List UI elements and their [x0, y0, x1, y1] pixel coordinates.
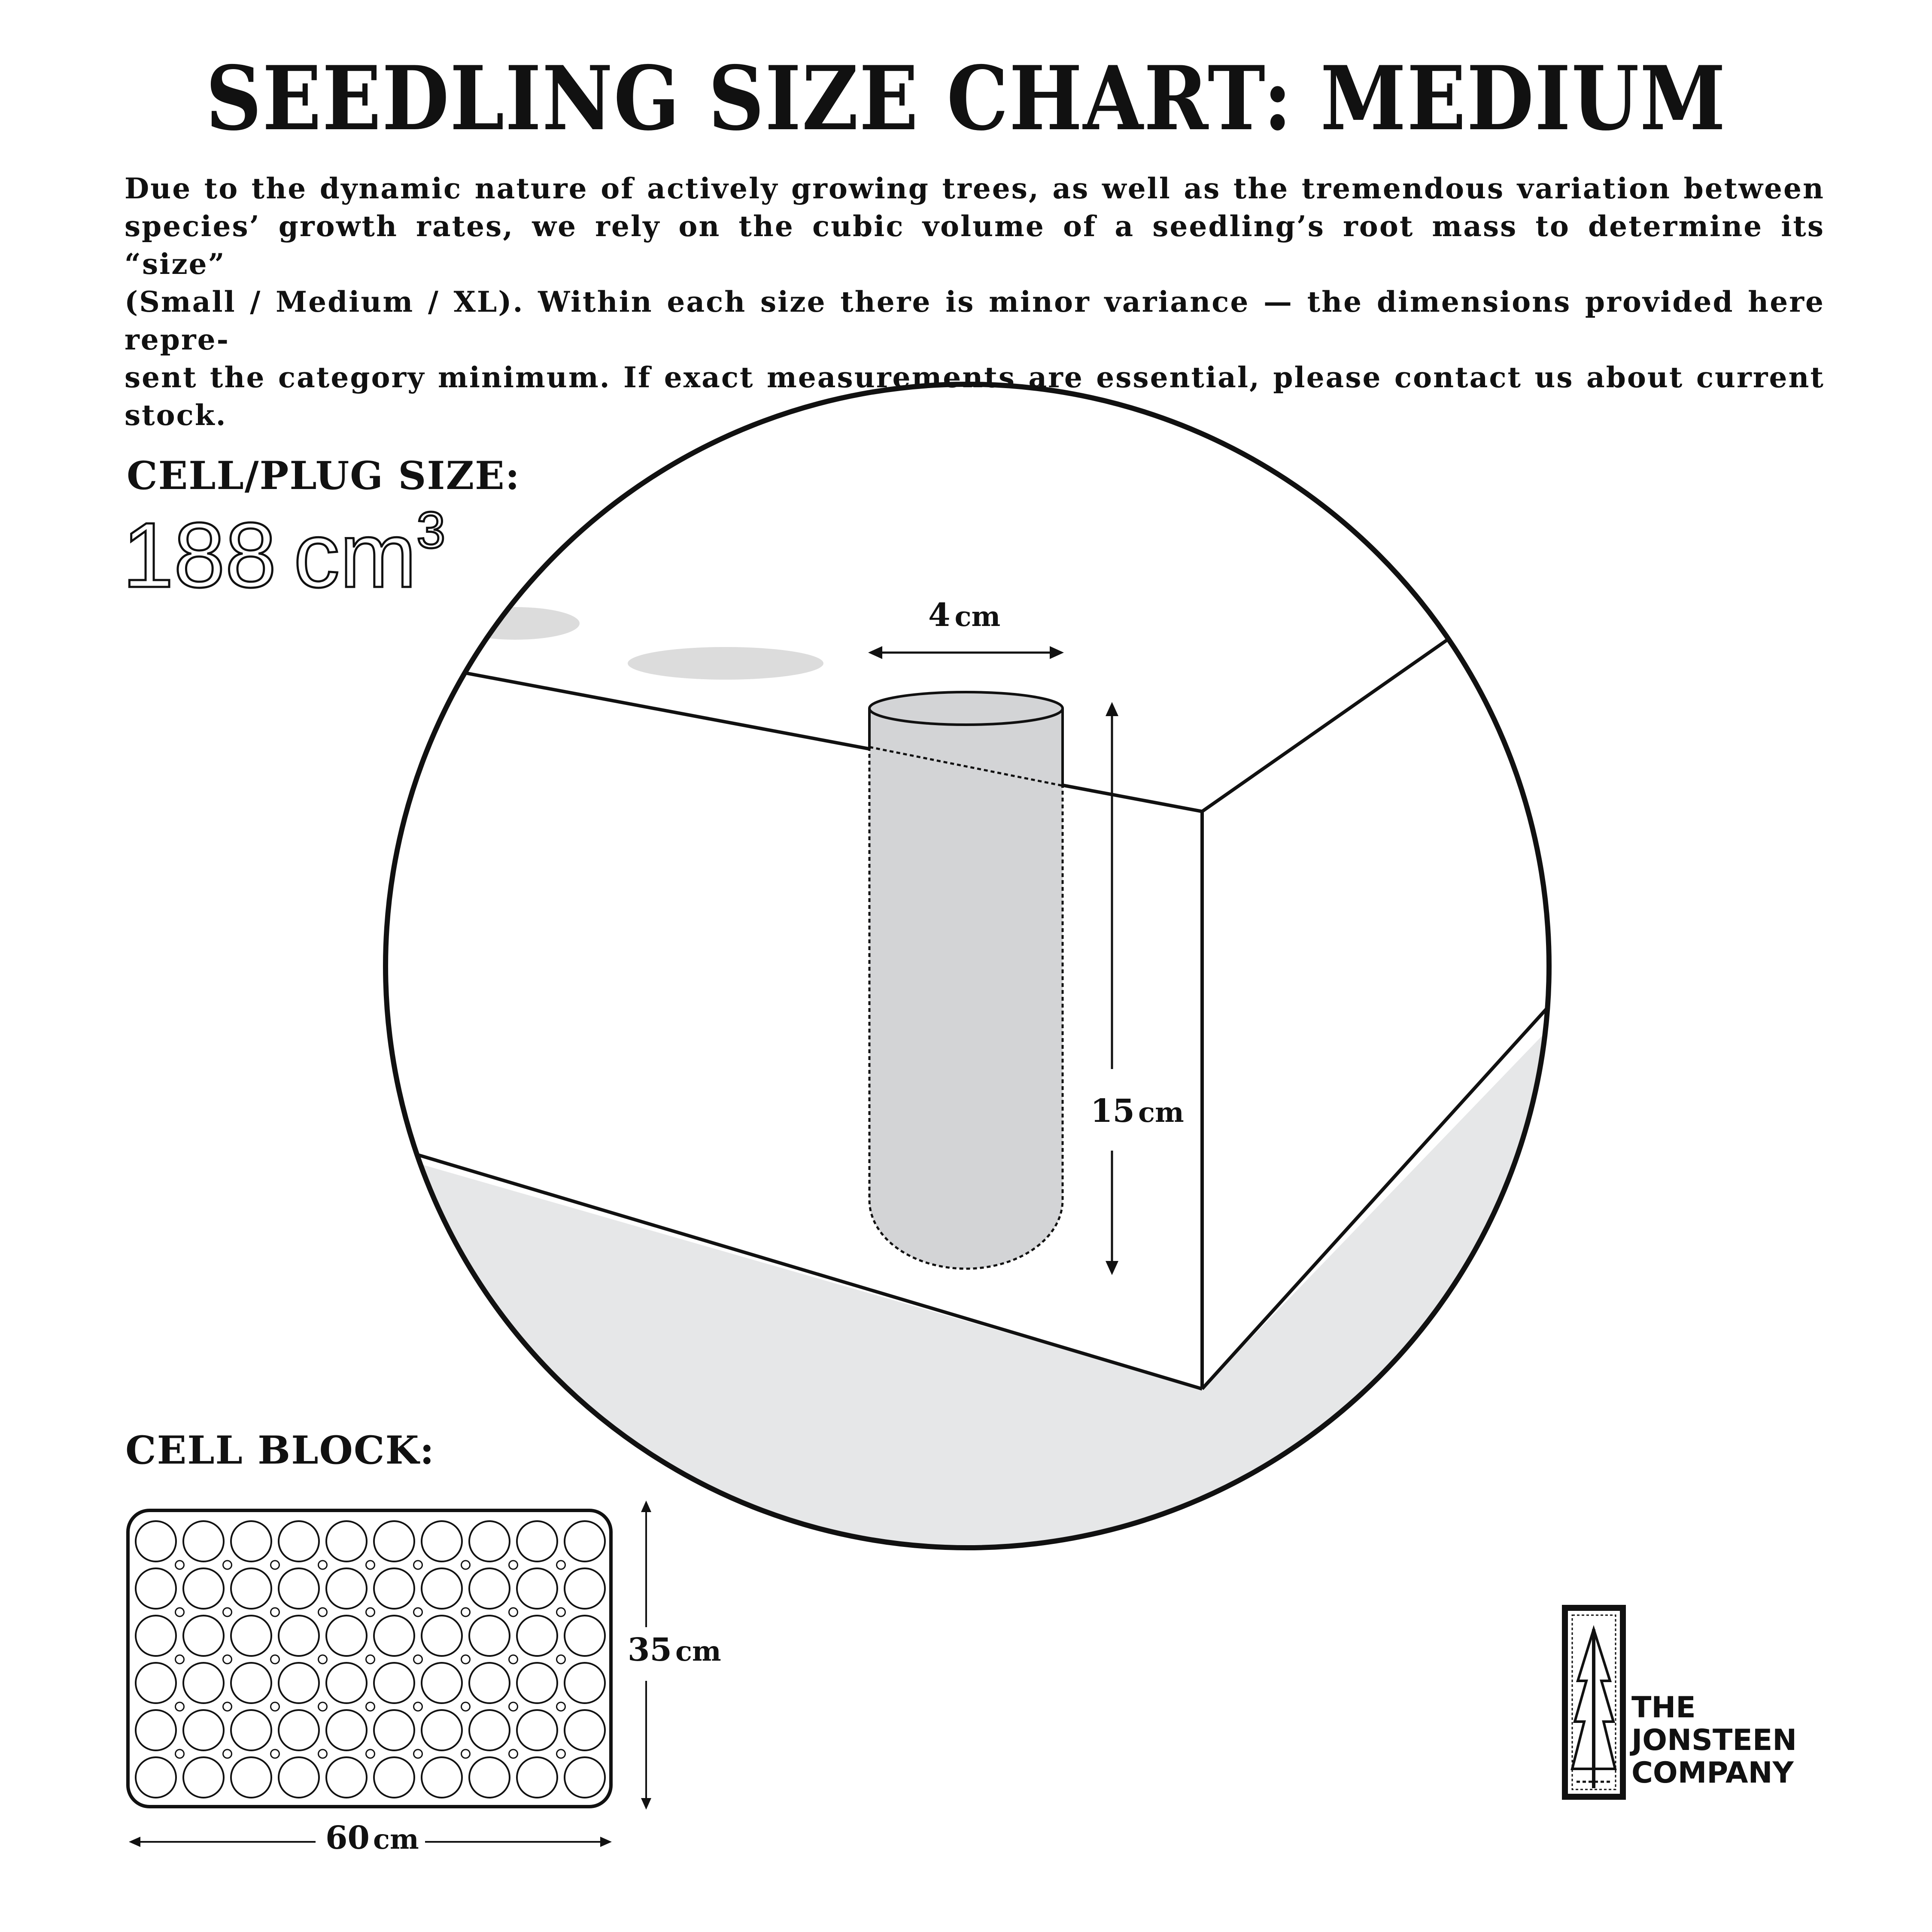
- tray-vent-hole: [319, 1655, 327, 1664]
- tray-cell: [422, 1616, 462, 1656]
- tray-cell: [183, 1710, 224, 1750]
- tray-vent-hole: [509, 1750, 518, 1758]
- tray-vent-hole: [462, 1608, 470, 1616]
- tray-vent-hole: [223, 1608, 232, 1616]
- tray-vent-hole: [414, 1702, 422, 1711]
- tray-cell: [517, 1568, 557, 1609]
- tray-cell: [136, 1616, 176, 1656]
- diameter-unit: cm: [954, 601, 1001, 633]
- block-width-value: 60: [325, 1820, 370, 1856]
- tray-cell: [517, 1616, 557, 1656]
- height-value: 15: [1091, 1093, 1135, 1130]
- cell-block-label: CELL BLOCK:: [125, 1428, 435, 1473]
- tray-cell: [231, 1616, 271, 1656]
- tray-cell: [374, 1568, 414, 1609]
- block-width-label: [325, 1820, 419, 1856]
- tray-vent-hole: [462, 1702, 470, 1711]
- tray-vent-hole: [366, 1561, 375, 1569]
- height-arrowhead-top: [1106, 702, 1118, 716]
- tray-cell: [231, 1663, 271, 1703]
- tray-hole: [451, 607, 580, 640]
- tray-cell: [469, 1616, 510, 1656]
- tray-vent-hole: [366, 1750, 375, 1758]
- tray-cell: [136, 1710, 176, 1750]
- tray-vent-hole: [223, 1655, 232, 1664]
- tray-cell: [279, 1663, 319, 1703]
- tray-cell: [469, 1521, 510, 1561]
- tray-vent-hole: [557, 1702, 565, 1711]
- tray-cell: [565, 1616, 605, 1656]
- diameter-arrowhead-right: [1050, 646, 1064, 659]
- tray-cell: [231, 1710, 271, 1750]
- tray-vent-hole: [271, 1561, 279, 1569]
- tray-vent-hole: [319, 1608, 327, 1616]
- block-height-value: 35: [628, 1631, 672, 1668]
- tray-cell: [183, 1663, 224, 1703]
- diameter-arrowhead-left: [868, 646, 882, 659]
- height-arrowhead-bottom: [1106, 1261, 1118, 1275]
- tray-cell: [183, 1521, 224, 1561]
- tray-vent-hole: [271, 1750, 279, 1758]
- tray-cell: [374, 1663, 414, 1703]
- tray-vent-hole: [223, 1561, 232, 1569]
- tray-vent-hole: [223, 1750, 232, 1758]
- height-unit: cm: [1138, 1097, 1184, 1129]
- tray-vent-hole: [319, 1702, 327, 1711]
- tray-cell: [136, 1757, 176, 1798]
- tray-edge-top-left: [455, 671, 1202, 811]
- tray-vent-hole: [271, 1608, 279, 1616]
- tray-vent-hole: [271, 1702, 279, 1711]
- tray-vent-hole: [319, 1561, 327, 1569]
- tray-cell: [326, 1663, 367, 1703]
- page-title: SEEDLING SIZE CHART: MEDIUM: [206, 47, 1726, 150]
- block-height-label: [628, 1631, 721, 1668]
- tray-cell: [183, 1568, 224, 1609]
- tray-vent-hole: [176, 1655, 184, 1664]
- tray-cell: [422, 1757, 462, 1798]
- tray-vent-hole: [414, 1655, 422, 1664]
- tray-vent-hole: [176, 1702, 184, 1711]
- tray-cell: [326, 1757, 367, 1798]
- tray-cell: [517, 1757, 557, 1798]
- tray-vent-hole: [223, 1702, 232, 1711]
- tray-vent-hole: [414, 1608, 422, 1616]
- tray-vent-hole: [509, 1561, 518, 1569]
- tray-cell: [422, 1568, 462, 1609]
- block-height-arrowhead-top: [641, 1501, 651, 1512]
- tray-cell: [279, 1710, 319, 1750]
- block-width-unit: cm: [373, 1823, 419, 1856]
- tray-vent-hole: [319, 1750, 327, 1758]
- logo-line: COMPANY: [1631, 1756, 1794, 1790]
- logo-line: JONSTEEN: [1631, 1723, 1797, 1757]
- tray-cell: [517, 1710, 557, 1750]
- cell-block-tray: [128, 1510, 611, 1807]
- tray-cell: [565, 1710, 605, 1750]
- tray-vent-hole: [462, 1750, 470, 1758]
- tray-cell: [136, 1568, 176, 1609]
- block-height-unit: cm: [675, 1635, 721, 1668]
- tray-cell: [469, 1757, 510, 1798]
- plug-volume-exponent: 3: [416, 501, 446, 559]
- tray-vent-hole: [462, 1655, 470, 1664]
- intro-line: species’ growth rates, we rely on the cubic volume of a seedling’s root mass to determine its “size”: [125, 210, 1825, 281]
- tray-vent-hole: [509, 1608, 518, 1616]
- height-label: [1091, 1093, 1184, 1130]
- tray-vent-hole: [176, 1561, 184, 1569]
- tray-hole: [628, 647, 823, 680]
- plug-volume-value: 188: [122, 503, 276, 607]
- tray-cell: [565, 1663, 605, 1703]
- tray-cell: [136, 1663, 176, 1703]
- block-width-arrowhead-left: [129, 1837, 140, 1847]
- plug-cylinder: [869, 708, 1063, 1269]
- tray-cell: [326, 1616, 367, 1656]
- tray-cell: [279, 1521, 319, 1561]
- tray-vent-hole: [271, 1655, 279, 1664]
- tray-cell: [469, 1663, 510, 1703]
- tray-vent-hole: [557, 1561, 565, 1569]
- tray-cell: [565, 1521, 605, 1561]
- diameter-label: [928, 597, 1000, 634]
- tray-cell: [231, 1568, 271, 1609]
- tray-cell: [279, 1757, 319, 1798]
- tray-cell: [374, 1521, 414, 1561]
- tray-vent-hole: [557, 1655, 565, 1664]
- tray-vent-hole: [414, 1561, 422, 1569]
- tray-vent-hole: [366, 1655, 375, 1664]
- tray-vent-hole: [366, 1608, 375, 1616]
- tray-cell: [374, 1616, 414, 1656]
- plug-top: [869, 692, 1063, 725]
- intro-line: sent the category minimum. If exact measurements are essential, please contact us about current stock.: [125, 361, 1825, 432]
- tray-vent-hole: [557, 1750, 565, 1758]
- tray-cell: [517, 1663, 557, 1703]
- tray-vent-hole: [509, 1655, 518, 1664]
- tree-logo-icon: [1565, 1608, 1623, 1797]
- block-width-arrowhead-right: [600, 1837, 612, 1847]
- diameter-value: 4: [928, 597, 951, 634]
- block-height-arrowhead-bottom: [641, 1798, 651, 1810]
- tray-vent-hole: [414, 1750, 422, 1758]
- intro-line: Due to the dynamic nature of actively growing trees, as well as the tremendous variation between: [125, 172, 1825, 205]
- tray-cell: [517, 1521, 557, 1561]
- tray-cell: [374, 1710, 414, 1750]
- tray-cell: [422, 1710, 462, 1750]
- tray-cell: [279, 1616, 319, 1656]
- tray-cell: [326, 1568, 367, 1609]
- tray-cell: [231, 1521, 271, 1561]
- tray-cell: [136, 1521, 176, 1561]
- tray-cell: [565, 1568, 605, 1609]
- cell-plug-label: CELL/PLUG SIZE:: [127, 453, 520, 498]
- tray-cell: [422, 1521, 462, 1561]
- magnified-view: [343, 607, 1589, 1589]
- tray-cell: [422, 1663, 462, 1703]
- tray-cell: [469, 1568, 510, 1609]
- logo-line: THE: [1631, 1691, 1696, 1725]
- tray-vent-hole: [462, 1561, 470, 1569]
- tray-edge-top-right: [1202, 631, 1460, 811]
- tray-cell: [183, 1616, 224, 1656]
- tray-vent-hole: [509, 1702, 518, 1711]
- tray-vent-hole: [557, 1608, 565, 1616]
- tray-vent-hole: [176, 1608, 184, 1616]
- tray-cell: [469, 1710, 510, 1750]
- tray-cell: [326, 1710, 367, 1750]
- tray-cell: [565, 1757, 605, 1798]
- intro-line: (Small / Medium / XL). Within each size there is minor variance — the dimensions provided here repre-: [125, 285, 1825, 356]
- tray-vent-hole: [176, 1750, 184, 1758]
- tray-cell: [279, 1568, 319, 1609]
- tray-cell: [183, 1757, 224, 1798]
- company-logo: [1631, 1692, 1797, 1789]
- tray-vent-hole: [366, 1702, 375, 1711]
- tray-cell: [374, 1757, 414, 1798]
- plug-volume-unit: cm: [293, 503, 417, 607]
- tray-cell: [231, 1757, 271, 1798]
- tray-cell: [326, 1521, 367, 1561]
